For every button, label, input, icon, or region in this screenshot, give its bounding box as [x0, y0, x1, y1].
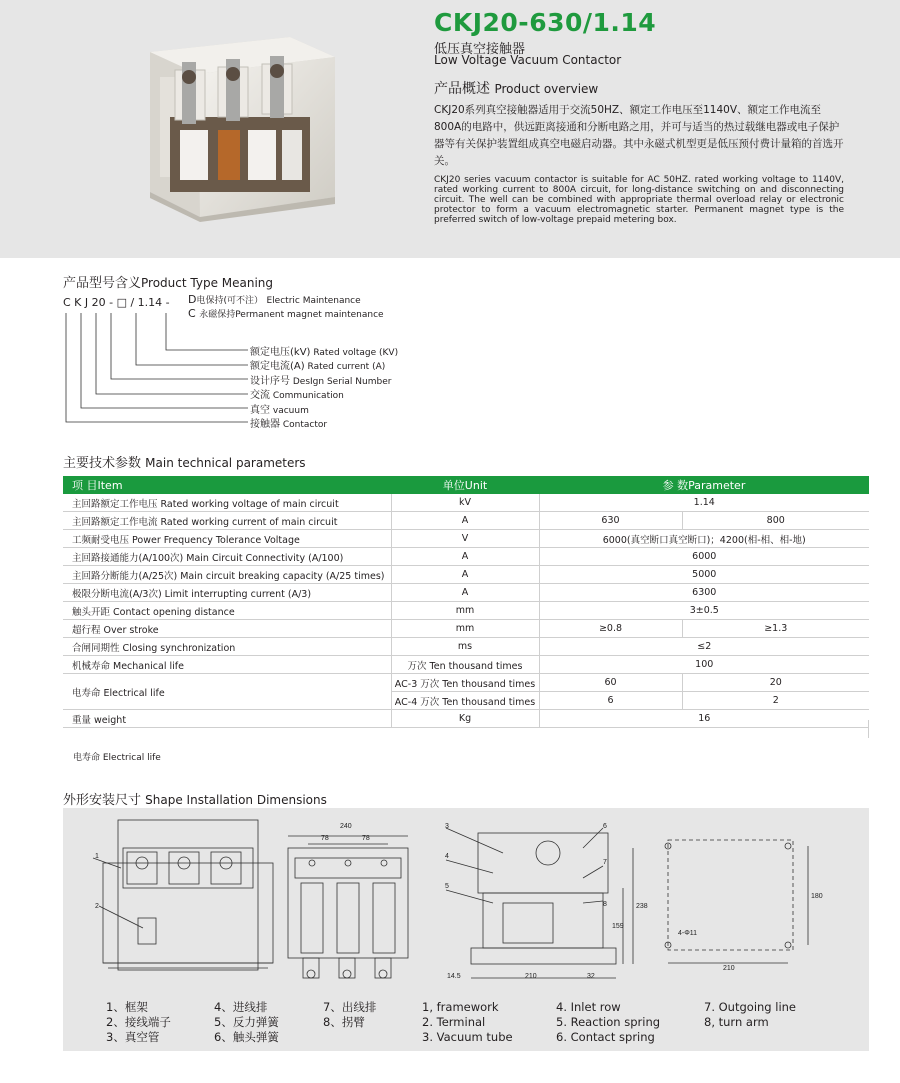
dim-238: 238 — [636, 903, 648, 910]
dim-180: 180 — [811, 893, 823, 900]
dim-hole: 4-Φ11 — [678, 930, 698, 937]
callout-1: 1 — [95, 853, 99, 860]
table-row: 主回路额定工作电流 Rated working current of main circuit A 630 800 — [63, 512, 869, 530]
col-parameter: 参 数Parameter — [539, 476, 869, 494]
legend-col-4: 1, framework 2. Terminal 3. Vacuum tube — [422, 1000, 513, 1044]
overview-text-cn: CKJ20系列真空接触器适用于交流50HZ、额定工作电压至1140V、额定工作电流至800A的电路中，供远距离接通和分断电路之用，并可与适当的热过载继电器或电子保护器等有关保护装置组成真空电磁启动器。其中永磁式机型更是低压预付费计量箱的首选开关。 — [434, 104, 844, 167]
dim-14-5: 14.5 — [447, 973, 461, 980]
callout-6: 6 — [603, 823, 607, 830]
overview-text-en: CKJ20 series vacuum contactor is suitable for AC 50HZ. rated working voltage to 1140V, rated working current to 800A circuit, for long-distance switching on and disconnecting circuit. The well can be combined with appropriate thermal overload relay or electronic protector to form a vacuum electromagnetic starter. Permanent magnet type is the preferred switch of low-voltage prepaid metering box. — [434, 175, 844, 225]
callout-4: 4 — [445, 853, 449, 860]
table-edge — [868, 720, 869, 738]
col-unit: 单位Unit — [391, 476, 539, 494]
overview-heading: 产品概述 Product overview — [434, 81, 599, 97]
dimension-drawings — [63, 808, 869, 998]
table-row: 电寿命 Electrical life AC-3 万次 Ten thousand times 60 20 — [63, 674, 869, 692]
subtitle-cn: 低压真空接触器 — [434, 42, 526, 57]
dims-heading: 外形安装尺寸 Shape Installation Dimensions — [63, 793, 327, 808]
table-row: 合闸同期性 Closing synchronization ms ≤2 — [63, 638, 869, 656]
label-rated-current: 额定电流(A) Rated current (A) — [250, 361, 386, 372]
legend-col-2: 4、进线排 5、反力弹簧 6、触头弹簧 — [214, 1000, 279, 1044]
legend-col-5: 4. Inlet row 5. Reaction spring 6. Contact spring — [556, 1000, 661, 1044]
dim-78a: 78 — [321, 835, 329, 842]
table-row: 工频耐受电压 Power Frequency Tolerance Voltage V 6000(真空断口真空断口)；4200(相-相、相-地) — [63, 530, 869, 548]
table-row: 主回路额定工作电压 Rated working voltage of main circuit kV 1.14 — [63, 494, 869, 512]
label-communication: 交流 Communication — [250, 390, 344, 401]
electrical-life-note: 电寿命 Electrical life — [73, 753, 161, 763]
label-design-serial: 设计序号 DesIgn Serial Number — [250, 376, 392, 387]
parameters-table — [63, 476, 869, 728]
subtitle-en: Low Voltage Vacuum Contactor — [434, 53, 622, 67]
type-meaning-heading: 产品型号含义Product Type Meaning — [63, 276, 274, 291]
callout-2: 2 — [95, 903, 99, 910]
product-title: CKJ20-630/1.14 — [434, 8, 657, 37]
callout-5: 5 — [445, 883, 449, 890]
table-row: 极限分断电流(A/3次) Limit interrupting current (A/3) A 6300 — [63, 584, 869, 602]
table-row: 超行程 Over stroke mm ≥0.8 ≥1.3 — [63, 620, 869, 638]
col-item: 项 目Item — [63, 476, 391, 494]
legend-col-3: 7、出线排 8、拐臂 — [323, 1000, 377, 1029]
type-code: C K J 20 - □ / 1.14 - — [63, 296, 170, 309]
table-row: 重量 weight Kg 16 — [63, 710, 869, 728]
table-row: 主回路接通能力(A/100次) Main Circuit Connectivity (A/100) A 6000 — [63, 548, 869, 566]
label-rated-voltage: 额定电压(kV) Rated voltage (KV) — [250, 347, 399, 358]
label-vacuum: 真空 vacuum — [250, 405, 309, 416]
legend-col-1: 1、框架 2、接线端子 3、真空管 — [106, 1000, 171, 1044]
table-header-row — [63, 476, 869, 494]
type-code-leaders — [60, 310, 255, 430]
table-row: AC-4 万次 Ten thousand times 6 2 — [63, 692, 869, 710]
callout-7: 7 — [603, 859, 607, 866]
dim-32: 32 — [587, 973, 595, 980]
table-row: 触头开距 Contact opening distance mm 3±0.5 — [63, 602, 869, 620]
legend-col-6: 7. Outgoing line 8, turn arm — [704, 1000, 797, 1029]
table-row: 机械寿命 Mechanical life 万次 Ten thousand times 100 — [63, 656, 869, 674]
dim-240: 240 — [340, 823, 352, 830]
table-row: 主回路分断能力(A/25次) Main circuit breaking capacity (A/25 times) A 5000 — [63, 566, 869, 584]
callout-3: 3 — [445, 823, 449, 830]
params-heading: 主要技术参数 Main technical parameters — [63, 456, 306, 471]
option-d: D电保持(可不注） Electric Maintenance — [188, 293, 361, 306]
dim-159: 159 — [612, 923, 624, 930]
contactor-photo — [140, 22, 340, 222]
callout-8: 8 — [603, 901, 607, 908]
dim-210a: 210 — [525, 973, 537, 980]
dim-210b: 210 — [723, 965, 735, 972]
option-c: C 永磁保持Permanent magnet maintenance — [188, 307, 384, 320]
dim-78b: 78 — [362, 835, 370, 842]
label-contactor: 接触器 Contactor — [250, 419, 328, 430]
